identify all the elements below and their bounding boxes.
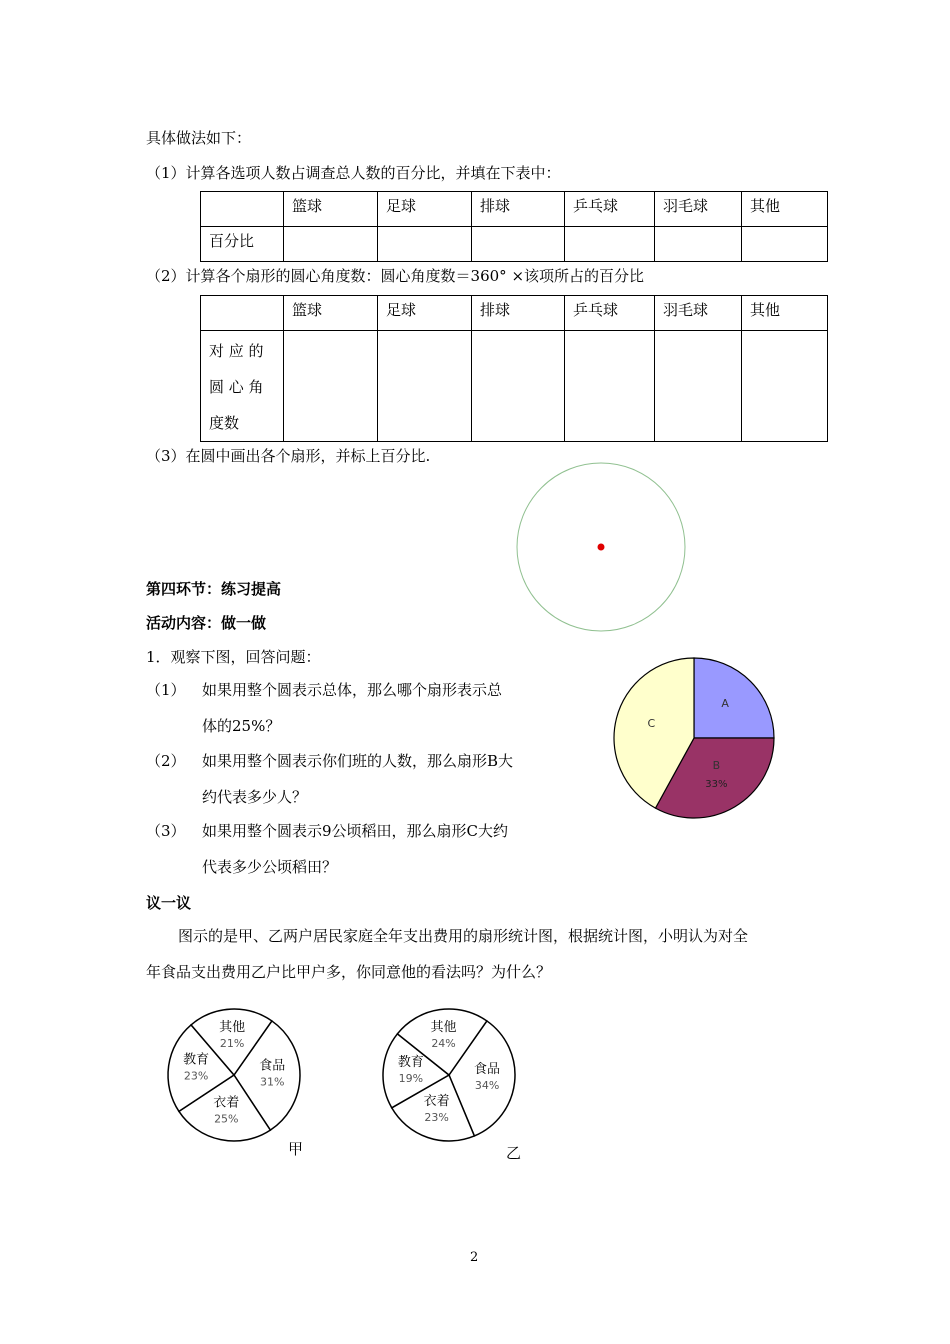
table-cell (284, 331, 378, 442)
table-header-cell (201, 192, 284, 227)
pie-chart-abc (608, 652, 780, 824)
step3-text: （3）在圆中画出各个扇形，并标上百分比. (146, 447, 431, 465)
table-header-cell: 篮球 (284, 192, 378, 227)
question-text: 如果用整个圆表示总体，那么哪个扇形表示总 (202, 681, 503, 699)
table-header-cell: 排球 (472, 192, 565, 227)
angle-table (200, 295, 828, 442)
discuss-text: 图示的是甲、乙两户居民家庭全年支出费用的扇形统计图，根据统计图，小明认为对全 (178, 927, 749, 945)
table-header-cell: 乒乓球 (565, 192, 655, 227)
table-cell (284, 227, 378, 262)
activity-title: 活动内容：做一做 (146, 614, 267, 632)
table-cell (378, 331, 472, 442)
slice-label: 教育 (183, 1052, 210, 1068)
row-label: 百分比 (201, 227, 284, 262)
slice-label: 食品 (259, 1058, 286, 1074)
question-intro: 1．观察下图，回答问题： (146, 648, 321, 666)
slice-percent-label: 34% (474, 1079, 500, 1093)
blank-circle-figure (510, 458, 694, 638)
table-cell (742, 227, 828, 262)
percentage-table (200, 191, 828, 262)
pie-chart-jia (163, 1004, 305, 1146)
table-cell (472, 331, 565, 442)
slice-percent-label: 23% (424, 1111, 449, 1125)
slice-label: B (712, 758, 721, 772)
table-cell (655, 331, 742, 442)
pie-slice (694, 658, 774, 738)
slice-percent-label: 24% (431, 1037, 456, 1051)
question-text: 体的25%？ (202, 717, 281, 735)
slice-percent-label: 21% (219, 1036, 245, 1050)
page-number: 2 (470, 1250, 479, 1265)
table-header-cell: 足球 (378, 296, 472, 331)
table-header-cell: 乒乓球 (565, 296, 655, 331)
pie-chart-yi (378, 1004, 520, 1146)
slice-percent-label: 19% (398, 1072, 424, 1086)
row-label-line: 对 应 的 (209, 342, 264, 360)
slice-percent-label: 33% (705, 778, 728, 790)
table-cell (378, 227, 472, 262)
pie-caption-yi: 乙 (506, 1144, 522, 1162)
intro-text: 具体做法如下： (146, 129, 252, 147)
section-title: 第四环节：练习提高 (146, 580, 282, 598)
table-cell (742, 331, 828, 442)
question-number: （2） (146, 752, 186, 770)
table-header-cell: 羽毛球 (655, 192, 742, 227)
row-label-line: 圆 心 角 (209, 378, 264, 396)
question-number: （1） (146, 681, 186, 699)
table-header-cell: 其他 (742, 296, 828, 331)
slice-label: 其他 (430, 1020, 457, 1036)
table-header-cell: 羽毛球 (655, 296, 742, 331)
table-header-cell: 其他 (742, 192, 828, 227)
discuss-title: 议一议 (146, 894, 192, 912)
table-cell (565, 331, 655, 442)
question-number: （3） (146, 822, 186, 840)
table-cell (655, 227, 742, 262)
slice-label: 衣着 (213, 1095, 240, 1111)
table-header-cell: 排球 (472, 296, 565, 331)
slice-label: C (647, 717, 656, 731)
table-header-cell (201, 296, 284, 331)
slice-label: 衣着 (423, 1094, 450, 1110)
center-dot (598, 544, 605, 551)
slice-percent-label: 25% (214, 1112, 239, 1126)
row-label (201, 331, 284, 442)
slice-label: 其他 (219, 1019, 246, 1035)
table-header-cell: 足球 (378, 192, 472, 227)
slice-percent-label: 31% (260, 1075, 285, 1089)
table-header-cell: 篮球 (284, 296, 378, 331)
question-text: 代表多少公顷稻田？ (202, 858, 338, 876)
question-text: 约代表多少人？ (202, 788, 308, 806)
question-text: 如果用整个圆表示9公顷稻田，那么扇形C大约 (202, 822, 509, 840)
slice-label: 食品 (474, 1062, 501, 1078)
table-cell (565, 227, 655, 262)
table-cell (472, 227, 565, 262)
row-label-line: 度数 (209, 414, 240, 432)
discuss-text: 年食品支出费用乙户比甲户多，你同意他的看法吗？为什么？ (146, 963, 552, 981)
pie-caption-jia: 甲 (288, 1140, 304, 1158)
slice-label: A (721, 696, 729, 710)
slice-percent-label: 23% (183, 1069, 209, 1083)
step1-text: （1）计算各选项人数占调查总人数的百分比，并填在下表中： (146, 164, 561, 182)
question-text: 如果用整个圆表示你们班的人数，那么扇形B大 (202, 752, 514, 770)
slice-label: 教育 (397, 1055, 424, 1071)
step2-text: （2）计算各个扇形的圆心角度数：圆心角度数＝360° ×该项所占的百分比 (146, 267, 645, 285)
